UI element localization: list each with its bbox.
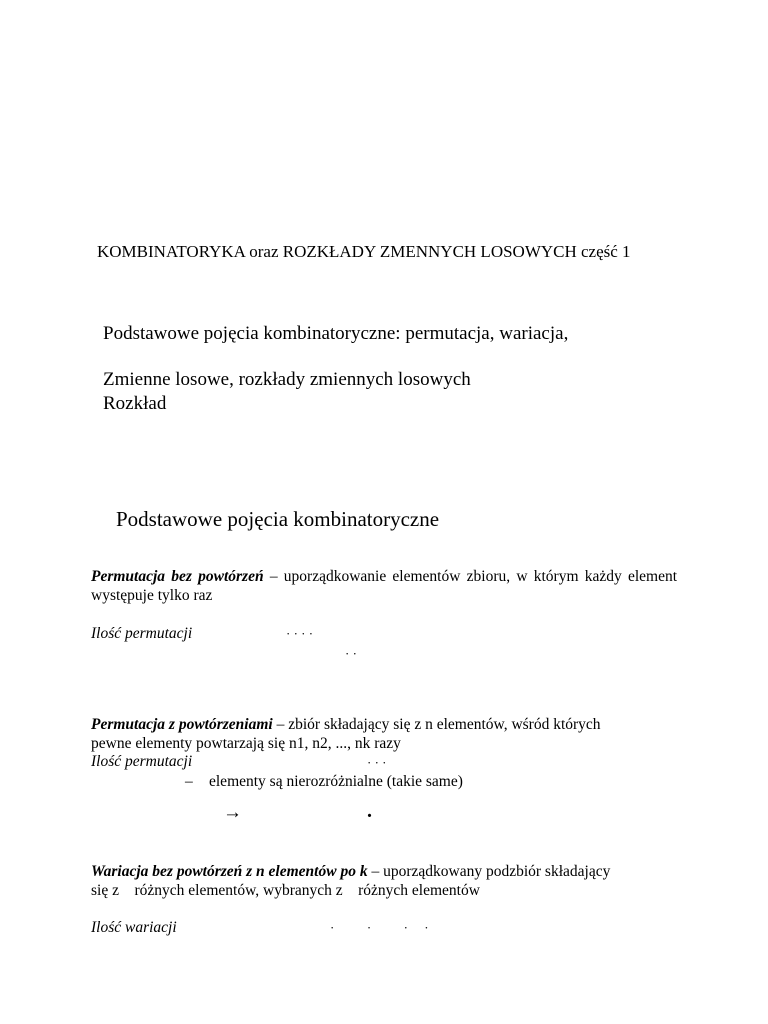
permutation-count-label: Ilość permutacji	[91, 753, 193, 770]
formula-fragment: · · ·	[367, 755, 387, 770]
formula-fragment: · · · ·	[330, 920, 429, 935]
term-permutation-with-repetition: Permutacja z powtórzeniami	[91, 716, 273, 733]
topic-line-1: Podstawowe pojęcia kombinatoryczne: permutacja, wariacja,	[103, 323, 569, 344]
formula-fragment: · ·	[345, 646, 357, 661]
document-title: KOMBINATORYKA oraz ROZKŁADY ZMENNYCH LOSOWYCH część 1	[97, 242, 631, 261]
topic-line-2: Zmienne losowe, rozkłady zmiennych losowych	[103, 369, 471, 390]
note-text: elementy są nierozróżnialne (takie same)	[209, 773, 463, 790]
section-heading: Podstawowe pojęcia kombinatoryczne	[116, 507, 440, 531]
permutation-count-label: Ilość permutacji	[91, 625, 193, 642]
topic-line-3: Rozkład	[103, 393, 167, 414]
arrow-symbol: →	[223, 802, 242, 823]
permutation-with-repetition-definition-line-2: pewne elementy powtarzają się n1, n2, ..., nk razy	[91, 735, 401, 752]
variation-count-label: Ilość wariacji	[91, 919, 177, 936]
definition-text: – zbiór składający się z n elementów, wśród których	[272, 716, 601, 733]
variation-without-repetition-definition-line-2: się z różnych elementów, wybranych z różnych elementów	[91, 882, 480, 899]
permutation-without-repetition-definition	[91, 567, 677, 605]
definition-text: – uporządkowanie elementów zbioru, w którym każdy element występuje tylko raz	[91, 568, 677, 604]
formula-fragment: · · · ·	[286, 626, 314, 641]
permutation-with-repetition-definition-line-1	[91, 715, 601, 734]
formula-dot: .	[367, 800, 372, 822]
variation-without-repetition-definition-line-1	[91, 862, 610, 881]
note-dash: –	[185, 773, 193, 790]
definition-text: – uporządkowany podzbiór składający	[367, 863, 611, 880]
term-variation-without-repetition: Wariacja bez powtórzeń z n elementów po k	[91, 863, 368, 880]
term-permutation-without-repetition: Permutacja bez powtórzeń	[91, 568, 264, 585]
